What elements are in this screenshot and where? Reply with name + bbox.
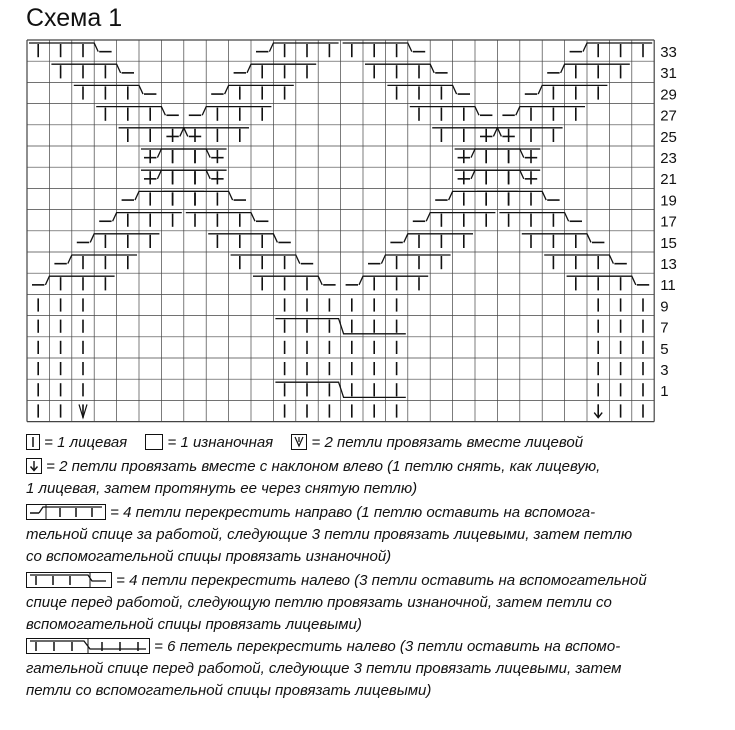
cross-left-stitch bbox=[163, 191, 232, 200]
cross-right-stitch bbox=[381, 255, 450, 264]
cross-right-stitch bbox=[426, 213, 495, 222]
legend-ssk-2: 1 лицевая, затем протянуть ее через снятую петлю) bbox=[26, 480, 418, 497]
cross-left-stitch bbox=[208, 234, 277, 243]
cross-right-stitch bbox=[471, 170, 540, 179]
cross-right-stitch bbox=[538, 85, 607, 94]
legend-cross6-3: петли со вспомогательной спицы провязать лицевыми) bbox=[26, 682, 432, 699]
cross-left-stitch bbox=[477, 191, 546, 200]
legend-purl: = 1 изнаночная bbox=[167, 434, 274, 451]
cross-left-stitch bbox=[96, 107, 165, 116]
row-label: 9 bbox=[660, 298, 669, 316]
knit-stitch-icon bbox=[26, 434, 40, 450]
row-label: 7 bbox=[660, 319, 669, 337]
row-label: 29 bbox=[660, 86, 677, 104]
cross-left-stitch bbox=[231, 255, 300, 264]
cross-left-stitch bbox=[522, 234, 591, 243]
legend-row-ssk bbox=[26, 456, 600, 500]
row-label: 21 bbox=[660, 171, 677, 189]
cross-right-stitch bbox=[90, 234, 159, 243]
cross-right-stitch bbox=[135, 191, 204, 200]
k2tog-icon bbox=[291, 434, 307, 450]
cross-right-stitch bbox=[247, 64, 316, 73]
cross-left-stitch bbox=[387, 85, 456, 94]
purl-stitch-icon bbox=[145, 434, 163, 450]
cross-right-stitch bbox=[45, 276, 114, 285]
cross-right-stitch bbox=[516, 107, 585, 116]
cross-left-stitch bbox=[410, 107, 479, 116]
legend-cross-left-3: вспомогательной спицы провязать лицевыми) bbox=[26, 616, 362, 633]
legend-knit: = 1 лицевая bbox=[44, 434, 128, 451]
cross-left-stitch bbox=[186, 213, 255, 222]
chart-title: Схема 1 bbox=[26, 4, 123, 32]
cross-right-stitch bbox=[471, 149, 540, 158]
row-label: 25 bbox=[660, 128, 677, 146]
cross-right-stitch bbox=[202, 107, 271, 116]
legend-cross-left-2: спице перед работой, следующую петлю провязать изнаночной, затем петли со bbox=[26, 594, 612, 611]
legend-cross-right-1: = 4 петли перекрестить направо (1 петлю оставить на вспомога- bbox=[110, 504, 596, 521]
cross-right-stitch bbox=[269, 43, 338, 52]
row-label: 19 bbox=[660, 192, 677, 210]
cross-right-stitch bbox=[359, 276, 428, 285]
row-label: 33 bbox=[660, 43, 677, 61]
cross-left-stitch bbox=[74, 85, 143, 94]
cross-left-stitch bbox=[141, 170, 210, 179]
legend-row-cross6 bbox=[26, 636, 621, 702]
row-labels bbox=[660, 44, 677, 400]
row-label: 23 bbox=[660, 149, 677, 167]
row-label: 15 bbox=[660, 234, 677, 252]
cross-left-icon bbox=[26, 572, 112, 588]
ssk-icon bbox=[26, 458, 42, 474]
cross-left-stitch bbox=[499, 213, 568, 222]
row-label: 11 bbox=[660, 277, 676, 295]
chart-grid bbox=[27, 40, 654, 422]
row-label: 13 bbox=[660, 255, 677, 273]
cross-left-stitch bbox=[455, 170, 524, 179]
cross-left-stitch bbox=[432, 128, 501, 137]
cross-left-stitch bbox=[455, 149, 524, 158]
row-label: 17 bbox=[660, 213, 677, 231]
row-label: 27 bbox=[660, 107, 677, 125]
legend-cross6-1: = 6 петель перекрестить налево (3 петли оставить на вспомо- bbox=[154, 638, 621, 655]
cross-left-stitch bbox=[544, 255, 613, 264]
cross-right-stitch bbox=[561, 64, 630, 73]
row-label: 3 bbox=[660, 361, 669, 379]
cross-left-stitch bbox=[119, 128, 188, 137]
cross-left-stitch bbox=[567, 276, 636, 285]
legend-row-cross-right bbox=[26, 502, 632, 568]
legend-row-basic bbox=[26, 432, 583, 454]
ssk-stitch bbox=[594, 404, 602, 417]
cross-right-stitch bbox=[157, 149, 226, 158]
cross-left-stitch bbox=[141, 149, 210, 158]
cross-left-stitch bbox=[29, 43, 98, 52]
row-label: 5 bbox=[660, 340, 669, 358]
cross-right-stitch bbox=[449, 191, 518, 200]
legend-row-cross-left bbox=[26, 570, 647, 636]
cross-right-icon bbox=[26, 504, 106, 520]
cross-right-stitch bbox=[157, 170, 226, 179]
legend-ssk-1: = 2 петли провязать вместе с наклоном влево (1 петлю снять, как лицевую, bbox=[46, 458, 601, 475]
cross-right-stitch bbox=[493, 128, 562, 137]
cross-left-stitch bbox=[343, 43, 412, 52]
row-label: 31 bbox=[660, 65, 677, 83]
cross6-left-icon bbox=[26, 638, 150, 654]
cross-right-stitch bbox=[68, 255, 137, 264]
cross-left-stitch bbox=[365, 64, 434, 73]
legend-cross-right-2: тельной спице за работой, следующие 3 петли провязать лицевыми, затем петлю bbox=[26, 526, 633, 543]
row-label: 1 bbox=[660, 383, 669, 401]
legend-cross-right-3: со вспомогательной спицы провязать изнаночной) bbox=[26, 548, 392, 565]
legend-cross-left-1: = 4 петли перекрестить налево (3 петли оставить на вспомогательной bbox=[116, 572, 647, 589]
legend-cross6-2: гательной спице перед работой, следующие 3 петли провязать лицевыми, затем bbox=[26, 660, 622, 677]
cross-left-stitch bbox=[253, 276, 322, 285]
cross-right-stitch bbox=[404, 234, 473, 243]
cross-right-stitch bbox=[180, 128, 249, 137]
cross-right-stitch bbox=[583, 43, 652, 52]
cross-right-stitch bbox=[225, 85, 294, 94]
cross-right-stitch bbox=[113, 213, 182, 222]
legend-k2tog: = 2 петли провязать вместе лицевой bbox=[311, 434, 584, 451]
cross-left-stitch bbox=[51, 64, 120, 73]
